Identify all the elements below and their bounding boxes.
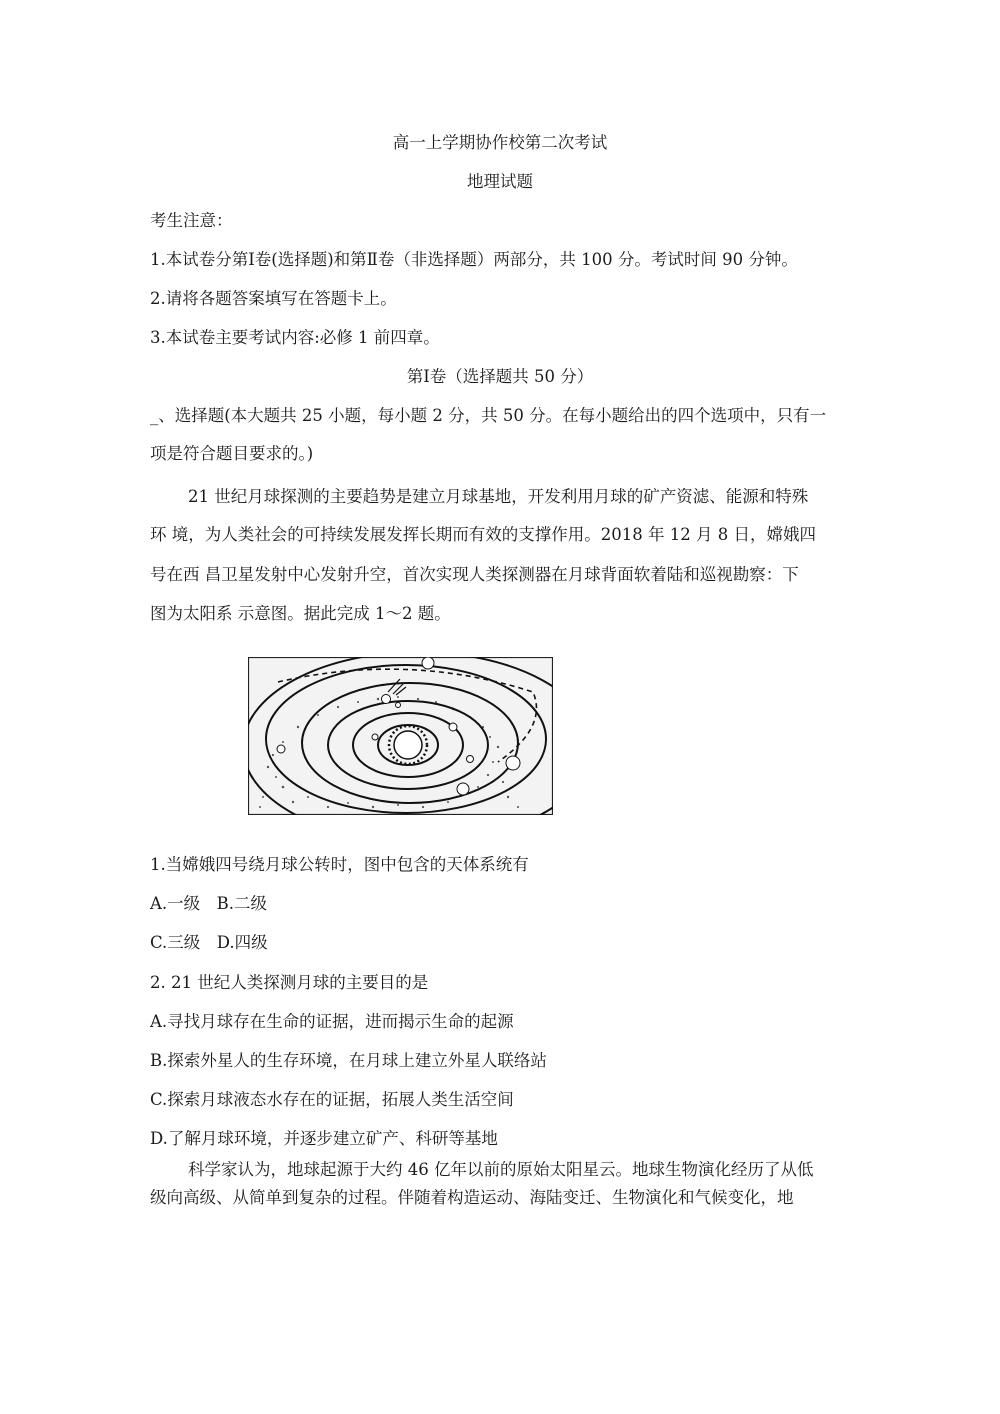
question-options: A.一级 B.二级	[150, 894, 268, 913]
passage-line: 21 世纪月球探测的主要趋势是建立月球基地，开发利用月球的矿产资滤、能源和特殊	[188, 487, 809, 506]
notice-item: 3.本试卷主要考试内容:必修 1 前四章。	[150, 328, 440, 347]
passage-line: 号在西 昌卫星发射中心发射升空，首次实现人类探测器在月球背面软着陆和巡视勘察：下	[150, 565, 799, 584]
passage-line: 科学家认为，地球起源于大约 46 亿年以前的原始太阳星云。地球生物演化经历了从低	[188, 1160, 814, 1179]
notice-item: 2.请将各题答案填写在答题卡上。	[150, 289, 397, 308]
question-options: C.三级 D.四级	[150, 933, 268, 952]
question-option: B.探索外星人的生存环境，在月球上建立外星人联络站	[150, 1051, 547, 1070]
solar-system-diagram	[248, 657, 553, 815]
section-instruction: 项是符合题目要求的。)	[150, 444, 314, 463]
subject-title: 地理试题	[467, 172, 533, 191]
section-instruction: _、选择题(本大题共 25 小题，每小题 2 分，共 50 分。在每小题给出的四个选项中，只有一	[150, 406, 827, 425]
question-stem: 2. 21 世纪人类探测月球的主要目的是	[150, 973, 429, 992]
notice-item: 1.本试卷分第Ⅰ卷(选择题)和第Ⅱ卷（非选择题）两部分，共 100 分。考试时间 90 分钟。	[150, 250, 798, 269]
question-option: D.了解月球环境，并逐步建立矿产、科研等基地	[150, 1129, 498, 1148]
question-stem: 1.当嫦娥四号绕月球公转时，图中包含的天体系统有	[150, 855, 529, 874]
exam-title: 高一上学期协作校第二次考试	[392, 133, 608, 152]
passage-line: 级向高级、从简单到复杂的过程。伴随着构造运动、海陆变迁、生物演化和气候变化，地	[150, 1188, 794, 1207]
section-title: 第Ⅰ卷（选择题共 50 分）	[406, 367, 594, 386]
question-option: A.寻找月球存在生命的证据，进而揭示生命的起源	[150, 1012, 514, 1031]
passage-line: 图为太阳系 示意图。据此完成 1～2 题。	[150, 604, 451, 623]
notice-heading: 考生注意：	[150, 211, 233, 230]
passage-line: 环 境，为人类社会的可持续发展发挥长期而有效的支撑作用。2018 年 12 月 8 日，嫦娥四	[150, 525, 816, 544]
question-option: C.探索月球液态水存在的证据，拓展人类生活空间	[150, 1090, 514, 1109]
